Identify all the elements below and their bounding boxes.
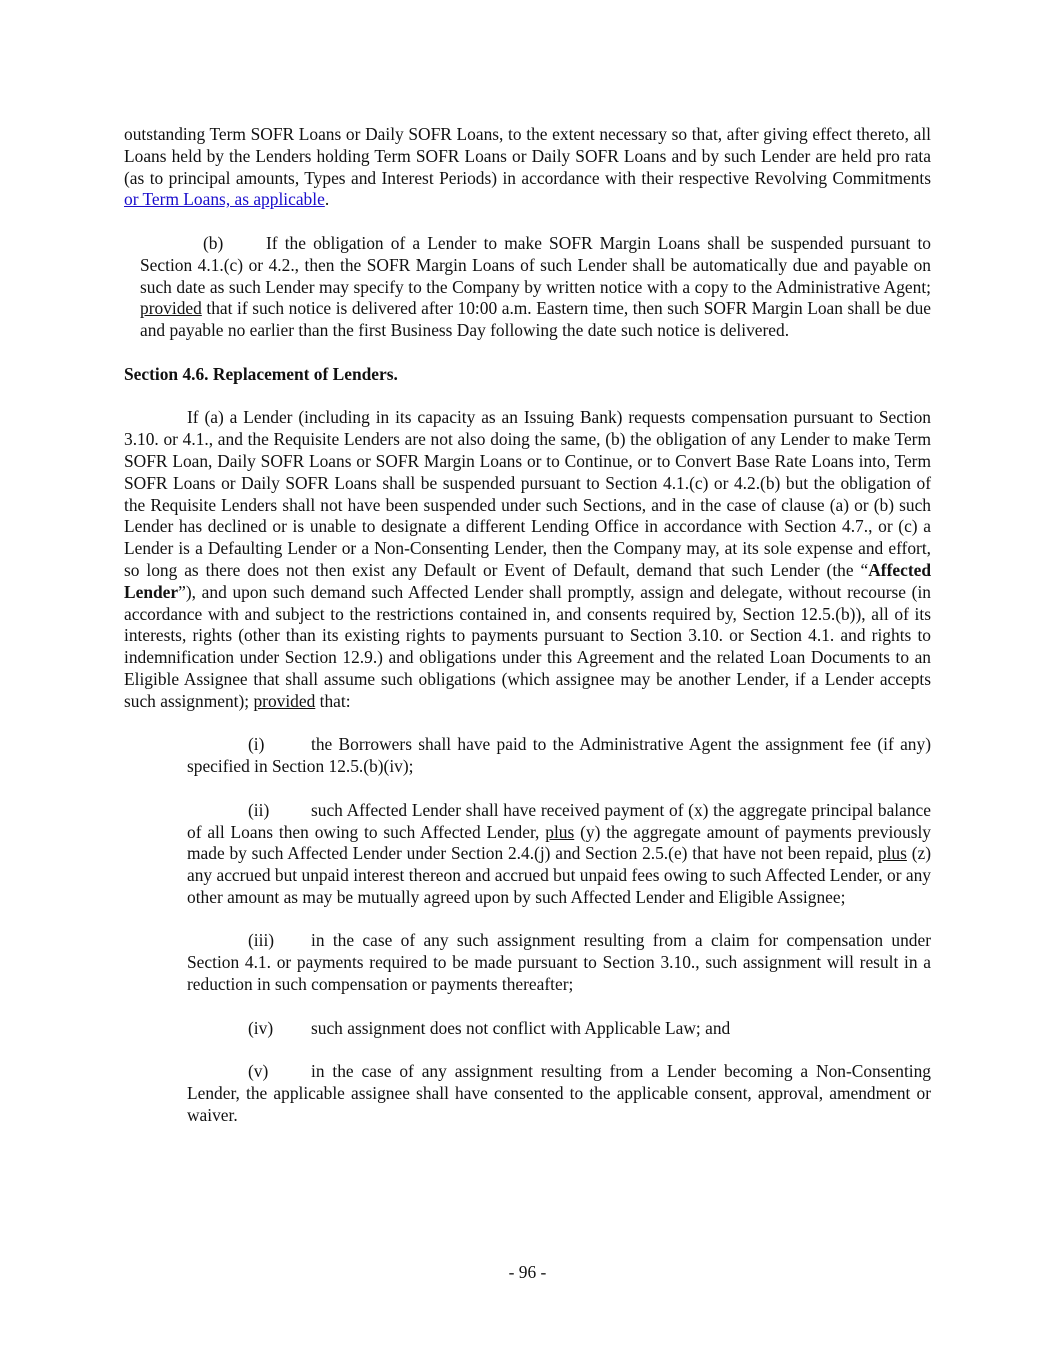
- item-text: such Affected Lender shall have received payment of (x) the aggregate principal balance of all Loans then owing to such Affected Lender,: [187, 799, 931, 842]
- page-number: - 96 -: [508, 1262, 547, 1282]
- paragraph-text: .: [324, 189, 330, 210]
- paragraph-text: If the obligation of a Lender to make SOFR Margin Loans shall be suspended pursuant to Section 4.1.(c) or 4.2., then the SOFR Margin Loans of such Lender shall be automatically due and payable on such date as such Lender may specify to the Company by written notice with a copy to the Administrative Agent;: [140, 232, 931, 297]
- inserted-text-link[interactable]: or Term Loans, as applicable: [124, 189, 325, 210]
- paragraph-continued: [124, 124, 931, 211]
- document-page: [124, 124, 931, 1148]
- item-text: in the case of any such assignment resulting from a claim for compensation under Section 4.1. or payments required to be made pursuant to Section 3.10., such assignment will result in a reduction in such compensation or payments thereafter;: [187, 930, 931, 995]
- paragraph-text: If (a) a Lender (including in its capacity as an Issuing Bank) requests compensation pursuant to Section 3.10. or 4.1., and the Requisite Lenders are not also doing the same, (b) the obligation of any Lender to make Term SOFR Loan, Daily SOFR Loans or SOFR Margin Loans or to Continue, or to Convert Base Rate Loans into, Term SOFR Loans or Daily SOFR Loans shall be suspended pursuant to Section 4.1.(c) or 4.2.(b) but the obligation of the Requisite Lenders shall not have been suspended under such Sections, and in the case of clause (a) or (b) such Lender has declined or is unable to designate a different Lending Office in accordance with Section 4.7., or (c) a Lender is a Defaulting Lender or a Non-Consenting Lender, then the Company may, at its sole expense and effort, so long as there does not then exist any Default or Event of Default, demand that such Lender (the “: [124, 407, 931, 580]
- item-label: (i): [248, 734, 265, 755]
- item-label: (iii): [248, 930, 275, 951]
- item-text: in the case of any assignment resulting from a Lender becoming a Non-Consenting Lender, the applicable assignee shall have consented to the applicable consent, approval, amendment or waiver.: [187, 1061, 931, 1125]
- list-item: [124, 1061, 931, 1126]
- item-text: the Borrowers shall have paid to the Administrative Agent the assignment fee (if any) specified in Section 12.5.(b)(iv);: [187, 734, 931, 777]
- paragraph-text: ”), and upon such demand such Affected Lender shall promptly, assign and delegate, without recourse (in accordance with and subject to the restrictions contained in, and consents required by, Section 12.5.(b)), all of its interests, rights (other than its existing rights to payments pursuant to Section 3.10. or Section 4.1. and rights to indemnification under Section 12.9.) and obligations under this Agreement and the related Loan Documents to an Eligible Assignee that shall assume such obligations (which assignee may be another Lender, if a Lender accepts such assignment);: [124, 581, 931, 711]
- list-item: [124, 930, 931, 995]
- list-item: [124, 1018, 931, 1040]
- provided-term: provided: [140, 298, 202, 319]
- paragraph-b: [124, 233, 931, 342]
- item-text: (z) any accrued but unpaid interest thereon and accrued but unpaid fees owing to such Affected Lender, or any other amount as may be mutually agreed upon by such Affected Lender and Eligible Assignee;: [187, 843, 931, 907]
- clause-label: (b): [203, 232, 224, 253]
- list-item: [124, 734, 931, 778]
- paragraph-text: that if such notice is delivered after 10:00 a.m. Eastern time, then such SOFR Margin Loan shall be due and payable no earlier than the first Business Day following the date such notice is delivered.: [140, 298, 931, 341]
- item-label: (iv): [248, 1017, 274, 1038]
- item-text: such assignment does not conflict with Applicable Law; and: [311, 1017, 731, 1038]
- paragraph-text: that:: [315, 690, 351, 711]
- plus-term: plus: [877, 843, 907, 864]
- item-text: (y) the aggregate amount of payments previously made by such Affected Lender under Section 2.4.(j) and Section 2.5.(e) that have not been repaid,: [187, 821, 931, 864]
- list-item: [124, 800, 931, 909]
- section-heading: Section 4.6. Replacement of Lenders.: [124, 363, 398, 384]
- section-main-paragraph: [124, 407, 931, 712]
- defined-term: Affected Lender: [124, 559, 931, 602]
- plus-term: plus: [545, 821, 575, 842]
- provided-term: provided: [253, 690, 316, 711]
- item-label: (v): [248, 1061, 269, 1082]
- paragraph-text: outstanding Term SOFR Loans or Daily SOFR Loans, to the extent necessary so that, after giving effect thereto, all Loans held by the Lenders holding Term SOFR Loans or Daily SOFR Loans and by such Lender are held pro rata (as to principal amounts, Types and Interest Periods) in accordance with their respective Revolving Commitments: [124, 124, 931, 188]
- item-label: (ii): [248, 799, 270, 820]
